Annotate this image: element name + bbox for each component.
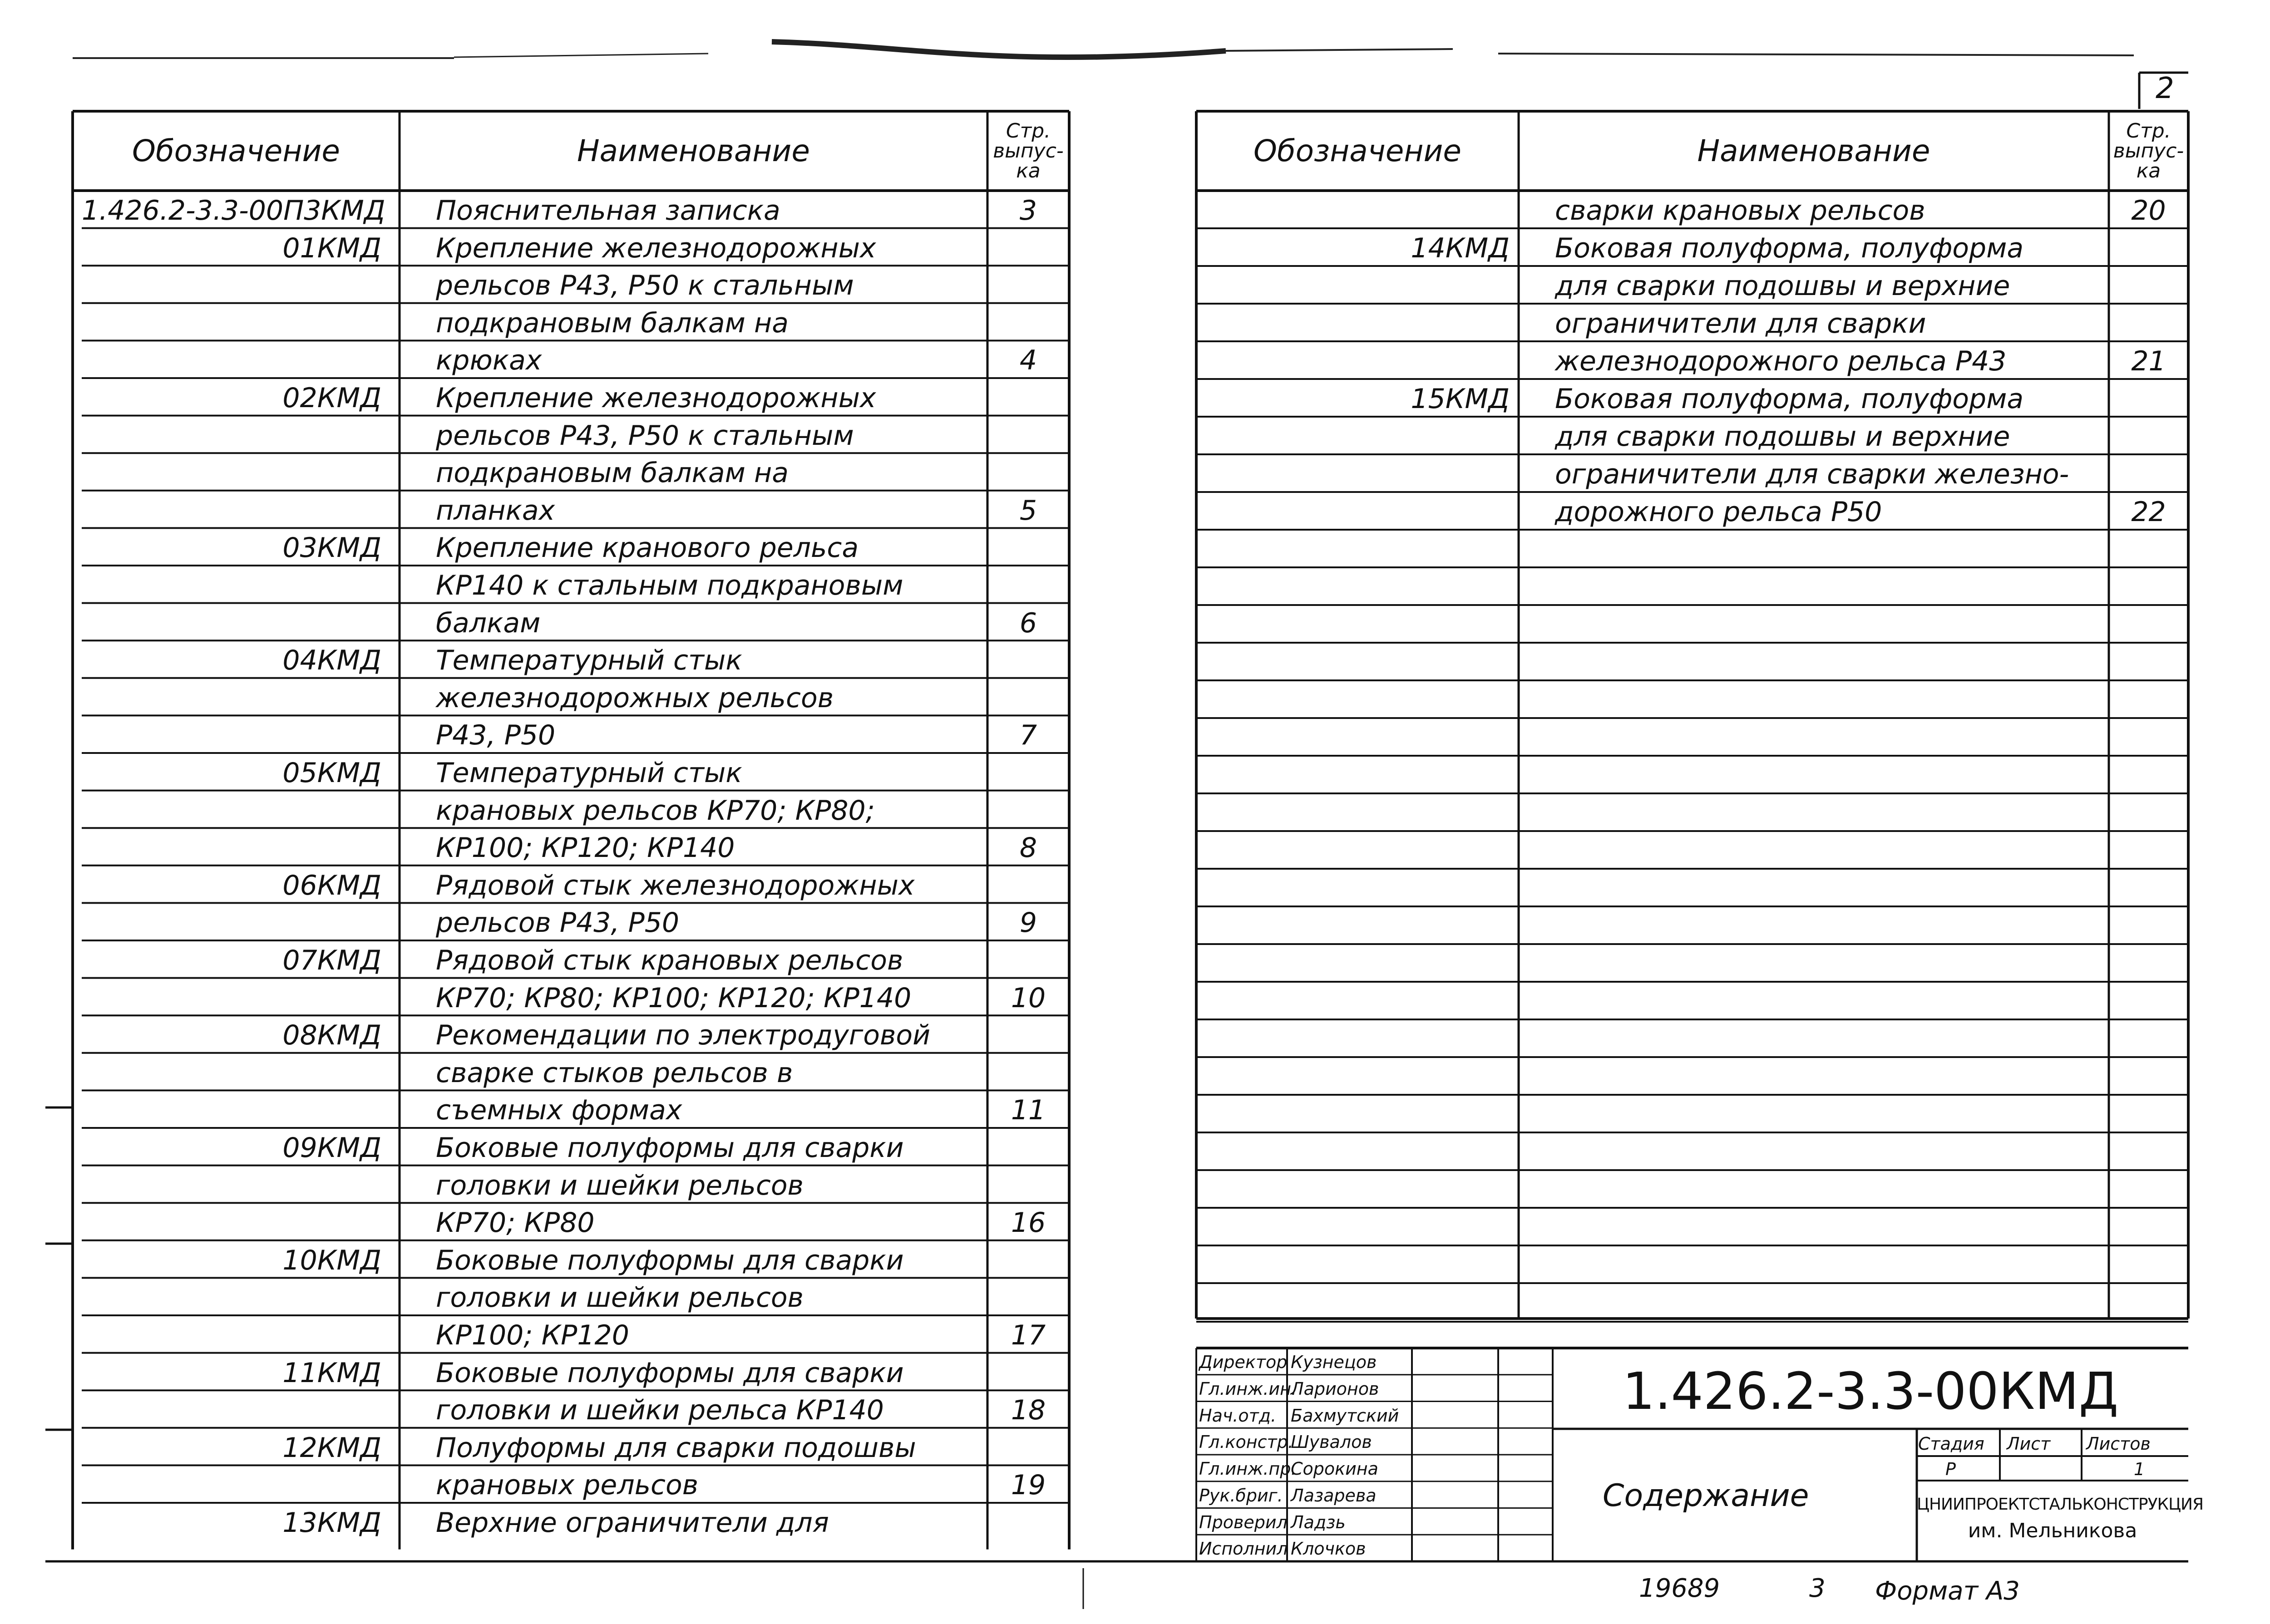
left-header-name: Наименование (577, 133, 810, 168)
left-row-page: 5 (1019, 494, 1037, 527)
left-row-name: Температурный стык (436, 757, 742, 789)
left-row-name: балкам (436, 607, 541, 639)
stamp-person: Сорокина (1291, 1459, 1378, 1479)
left-row-name: Температурный стык (436, 645, 742, 677)
left-row-name: рельсов Р43, Р50 к стальным (436, 419, 854, 452)
left-row-page: 17 (1011, 1319, 1046, 1351)
left-row-name: Рекомендации по электродуговой (436, 1019, 931, 1052)
left-row-code: 12КМД (282, 1432, 381, 1464)
stamp-person: Клочков (1291, 1539, 1366, 1559)
footer-inventory-number: 19689 (1639, 1574, 1720, 1603)
stamp-title: Содержание (1603, 1478, 1809, 1514)
left-row-name: Боковые полуформы для сварки (436, 1357, 904, 1389)
left-row-page: 4 (1019, 344, 1037, 377)
left-row-page: 10 (1011, 982, 1046, 1014)
right-row-name: железнодорожного рельса Р43 (1555, 345, 2007, 377)
right-row-name: Боковая полуформа, полуформа (1555, 232, 2024, 264)
right-row-page: 21 (2131, 345, 2166, 377)
right-row-page: 20 (2131, 195, 2166, 226)
right-row-code: 14КМД (1411, 232, 1510, 264)
stamp-person: Лазарева (1291, 1485, 1377, 1506)
right-row-name: Боковая полуформа, полуформа (1555, 383, 2024, 415)
stamp-sheets-value: 1 (2134, 1459, 2145, 1479)
left-row-name: крановых рельсов КР70; КР80; (436, 794, 875, 827)
left-row-name: КР70; КР80; КР100; КР120; КР140 (436, 982, 912, 1014)
left-header-designation: Обозначение (132, 133, 340, 168)
left-row-code: 10КМД (282, 1244, 381, 1276)
left-row-name: подкрановым балкам на (436, 457, 789, 489)
left-row-page: 8 (1019, 832, 1037, 864)
left-row-code: 03КМД (282, 532, 381, 564)
left-row-code: 13КМД (282, 1507, 381, 1539)
left-row-name: Боковые полуформы для сварки (436, 1244, 904, 1276)
stamp-role: Исполнил (1199, 1539, 1288, 1559)
left-row-page: 3 (1019, 195, 1037, 226)
stamp-role: Рук.бриг. (1199, 1485, 1283, 1506)
stamp-document-code: 1.426.2-3.3-00КМД (1622, 1362, 2119, 1421)
stamp-person: Ларионов (1291, 1378, 1379, 1399)
left-row-name: Крепление железнодорожных (436, 382, 876, 414)
right-row-name: дорожного рельса Р50 (1555, 496, 1882, 528)
stamp-org-line2: им. Мельникова (1968, 1519, 2137, 1542)
stamp-role: Гл.инж.пр. (1199, 1459, 1297, 1479)
left-row-name: КР70; КР80 (436, 1207, 595, 1239)
left-row-name: КР100; КР120; КР140 (436, 832, 735, 864)
right-header-page: Стр. выпус- ка (2113, 119, 2184, 182)
right-header-name: Наименование (1697, 133, 1930, 168)
left-row-code: 02КМД (282, 382, 381, 414)
left-row-code: 04КМД (282, 645, 381, 677)
left-row-code: 09КМД (282, 1132, 381, 1164)
left-row-name: съемных формах (436, 1094, 682, 1127)
left-row-name: Полуформы для сварки подошвы (436, 1432, 916, 1464)
left-row-name: КР140 к стальным подкрановым (436, 570, 903, 601)
stamp-role: Нач.отд. (1199, 1405, 1277, 1426)
right-row-code: 15КМД (1411, 383, 1510, 415)
stamp-stage-value: Р (1945, 1459, 1956, 1479)
left-row-name: железнодорожных рельсов (436, 682, 834, 714)
right-header-designation: Обозначение (1253, 133, 1461, 168)
stamp-person: Ладзь (1291, 1512, 1346, 1532)
left-row-name: Крепление железнодорожных (436, 232, 876, 264)
left-row-code: 07КМД (282, 945, 381, 976)
left-row-code: 05КМД (282, 757, 381, 789)
right-row-name: для сварки подошвы и верхние (1555, 421, 2010, 453)
left-row-name: планках (436, 494, 555, 527)
left-row-page: 19 (1011, 1469, 1046, 1501)
stamp-person: Шувалов (1291, 1432, 1372, 1452)
left-row-name: подкрановым балкам на (436, 307, 789, 339)
stamp-role: Гл.инж.ин. (1199, 1378, 1297, 1399)
left-row-name: головки и шейки рельса КР140 (436, 1394, 884, 1427)
right-row-page: 22 (2131, 496, 2166, 528)
footer-format: Формат А3 (1875, 1576, 2020, 1606)
left-row-name: Р43, Р50 (436, 719, 556, 752)
footer-page-number: 3 (1809, 1574, 1826, 1603)
left-row-name: головки и шейки рельсов (436, 1169, 804, 1201)
stamp-role: Гл.констр. (1199, 1432, 1293, 1452)
stamp-org-line1: ЦНИИПРОЕКТСТАЛЬКОНСТРУКЦИЯ (1917, 1495, 2203, 1514)
left-row-code: 1.426.2-3.3-00П3КМД (82, 195, 385, 226)
left-row-name: крюках (436, 344, 542, 377)
left-row-page: 6 (1019, 607, 1037, 639)
left-row-name: рельсов Р43, Р50 к стальным (436, 270, 854, 302)
stamp-sheet-label: Лист (2007, 1434, 2051, 1454)
left-row-page: 16 (1011, 1207, 1046, 1239)
left-row-page: 18 (1011, 1394, 1046, 1427)
left-header-page: Стр. выпус- ка (993, 119, 1064, 182)
left-row-code: 01КМД (282, 232, 381, 264)
left-row-name: рельсов Р43, Р50 (436, 907, 680, 939)
left-row-code: 11КМД (282, 1357, 381, 1389)
stamp-stage-label: Стадия (1918, 1434, 1984, 1454)
left-row-code: 08КМД (282, 1019, 381, 1052)
right-row-name: ограничители для сварки железно- (1555, 458, 2069, 490)
left-row-name: Боковые полуформы для сварки (436, 1132, 904, 1164)
stamp-role: Проверил (1199, 1512, 1288, 1532)
left-row-name: Рядовой стык крановых рельсов (436, 945, 903, 976)
left-row-name: головки и шейки рельсов (436, 1282, 804, 1314)
left-row-page: 7 (1019, 719, 1037, 752)
left-row-name: КР100; КР120 (436, 1319, 629, 1351)
right-row-name: сварки крановых рельсов (1555, 195, 1925, 226)
right-row-name: ограничители для сварки (1555, 308, 1926, 340)
left-row-name: Верхние ограничители для (436, 1507, 829, 1539)
sheet-number-corner: 2 (2156, 72, 2174, 105)
stamp-role: Директор (1199, 1352, 1288, 1372)
stamp-person: Кузнецов (1291, 1352, 1377, 1372)
left-row-name: Пояснительная записка (436, 195, 780, 226)
stamp-sheets-label: Листов (2086, 1434, 2151, 1454)
stamp-organization (1917, 1495, 2203, 1542)
left-row-page: 11 (1011, 1094, 1046, 1127)
left-row-name: Крепление кранового рельса (436, 532, 859, 564)
top-scan-strokes (73, 42, 2134, 58)
left-row-page: 9 (1019, 907, 1037, 939)
left-row-name: Рядовой стык железнодорожных (436, 869, 915, 901)
stamp-person: Бахмутский (1291, 1405, 1399, 1426)
left-row-code: 06КМД (282, 869, 381, 901)
right-row-name: для сварки подошвы и верхние (1555, 270, 2010, 302)
left-row-name: сварке стыков рельсов в (436, 1057, 793, 1089)
left-row-name: крановых рельсов (436, 1469, 699, 1501)
